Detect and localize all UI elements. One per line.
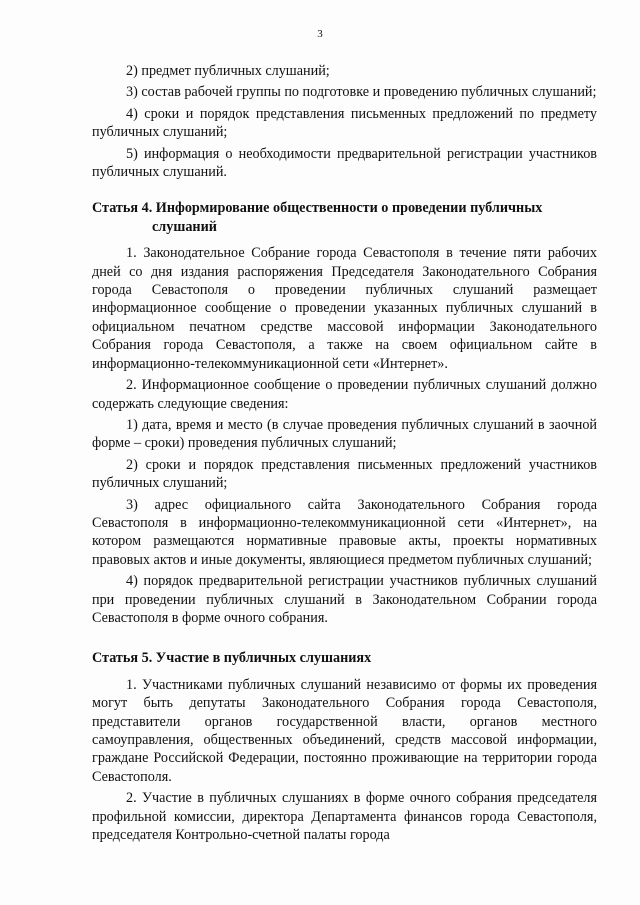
article-4-heading: Статья 4. Информирование общественности о проведении публичных слушаний [92, 200, 543, 235]
article-5-paragraph: 2. Участие в публичных слушаниях в форме очного собрания председателя профильной комиссии, директора Департамента финансов города Севастополя, председателя Контрольно-счетной палаты города [92, 790, 597, 844]
intro-item: 3) состав рабочей группы по подготовке и проведению публичных слушаний; [126, 84, 597, 101]
article-4-paragraph: 1) дата, время и место (в случае проведения публичных слушаний в заочной форме – сроки) проведения публичных слушаний; [92, 416, 597, 452]
article-4-paragraph: 1. Законодательное Собрание города Севастополя в течение пяти рабочих дней со дня издания распоряжения Председателя Законодательного Собрания города Севастополя о проведении публичных слушаний размещает информационное сообщение о проведении указанных публичных слушаний в официальном печатном средстве массовой информации Законодательного Собрания города Севастополя, а также на своем официальном сайте в информационно-телекоммуникационной сети «Интернет». [92, 245, 597, 372]
intro-item: 2) предмет публичных слушаний; [126, 63, 330, 79]
intro-item: 5) информация о необходимости предварительной регистрации участников публичных слушаний. [92, 145, 597, 181]
article-4-paragraph: 4) порядок предварительной регистрации участников публичных слушаний при проведении публичных слушаний в Законодательном Собрании города Севастополя в форме очного собрания. [92, 573, 597, 626]
page-number: 3 [317, 28, 323, 40]
article-5-paragraph: 1. Участниками публичных слушаний независимо от формы их проведения могут быть депутаты Законодательного Собрания города Севастополя, представители органов государственной власти, органов местного самоуправления, общественных объединений, средств массовой информации, граждане Российской Федерации, постоянно проживающие на территории города Севастополя. [92, 676, 597, 785]
intro-item: 4) сроки и порядок представления письменных предложений по предмету публичных слушаний; [92, 105, 597, 141]
article-4-paragraph: 2. Информационное сообщение о проведении публичных слушаний должно содержать следующие сведения: [92, 377, 597, 412]
article-4-paragraph: 2) сроки и порядок представления письменных предложений участников публичных слушаний; [92, 456, 597, 492]
article-5-heading: Статья 5. Участие в публичных слушаниях [92, 650, 372, 667]
article-4-paragraph: 3) адрес официального сайта Законодательного Собрания города Севастополя в информационно-телекоммуникационной сети «Интернет», на котором размещаются нормативные правовые акты, проекты нормативных правовых актов и иные документы, являющиеся предметом публичных слушаний; [92, 496, 597, 568]
document-body [92, 62, 597, 847]
